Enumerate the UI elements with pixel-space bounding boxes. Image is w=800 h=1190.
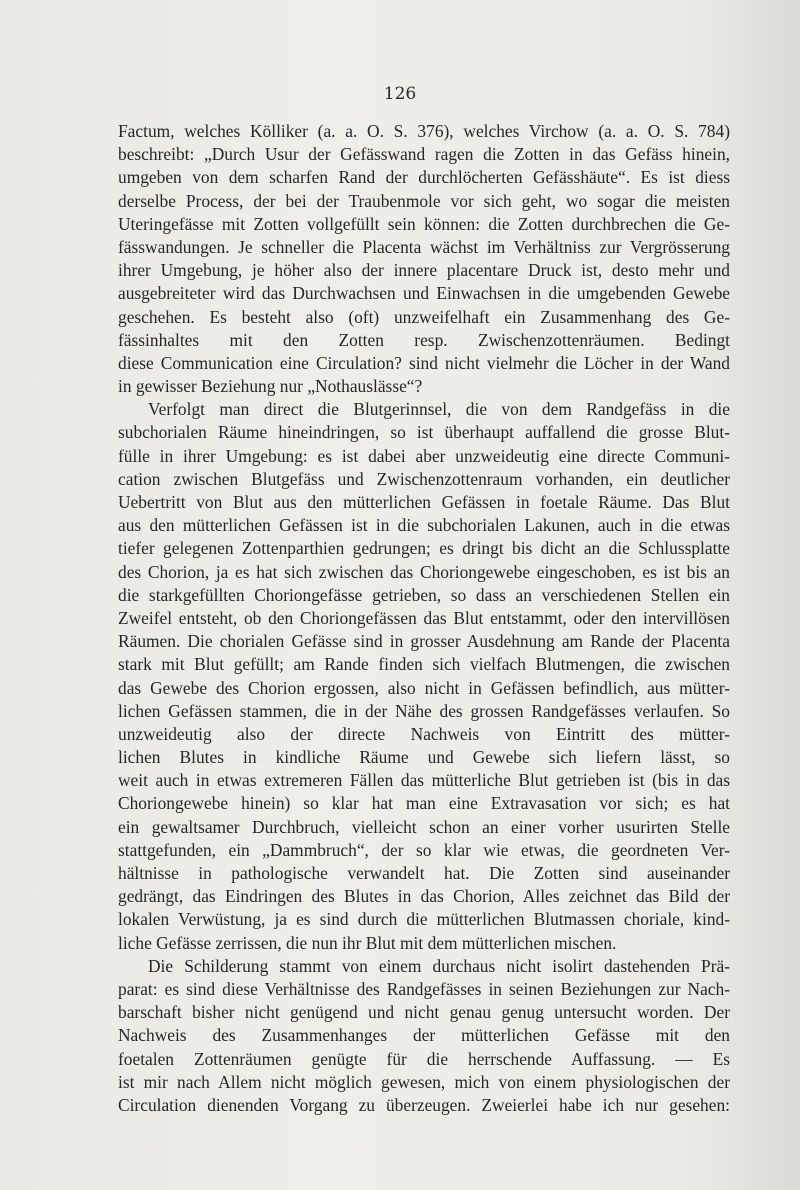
text-line: gedrängt, das Eindringen des Blutes in das Chorion, Alles zeichnet das Bild der <box>118 886 730 907</box>
text-line: barschaft bisher nicht genügend und nicht genau genug untersucht worden. Der <box>118 1002 730 1023</box>
text-line: unzweideutig also der directe Nachweis von Eintritt des mütter- <box>118 723 730 744</box>
text-line: Circulation dienenden Vorgang zu überzeugen. Zweierlei habe ich nur gesehen: <box>118 1094 730 1115</box>
text-line: diese Communication eine Circulation? sind nicht vielmehr die Löcher in der Wand <box>118 352 730 373</box>
text-line: Nachweis des Zusammenhanges der mütterlichen Gefässe mit den <box>118 1025 730 1046</box>
paragraph-start-line: Die Schilderung stammt von einem durchaus nicht isolirt dastehenden Prä- <box>148 955 730 976</box>
text-line: ihrer Umgebung, je höher also der innere placentare Druck ist, desto mehr und <box>118 260 730 281</box>
text-line: hältnisse in pathologische verwandelt hat. Die Zotten sind auseinander <box>118 863 730 883</box>
page-number: 126 <box>383 84 417 104</box>
text-line: Uteringefässe mit Zotten vollgefüllt sein können: die Zotten durchbrechen die Ge- <box>118 213 730 234</box>
text-line: umgeben von dem scharfen Rand der durchlöcherten Gefässhäute“. Es ist diess <box>118 167 730 188</box>
text-line: Räumen. Die chorialen Gefässe sind in grosser Ausdehnung am Rande der Placenta <box>118 631 730 652</box>
text-line: geschehen. Es besteht also (oft) unzweifelhaft ein Zusammenhang des Ge- <box>118 306 730 327</box>
text-line: Choriongewebe hinein) so klar hat man eine Extravasation vor sich; es hat <box>118 793 730 814</box>
text-line: Factum, welches Kölliker (a. a. O. S. 376), welches Virchow (a. a. O. S. 784) <box>118 121 730 141</box>
text-line: ausgebreiteter wird das Durchwachsen und Einwachsen in die umgebenden Gewebe <box>118 283 730 304</box>
text-line: aus den mütterlichen Gefässen ist in die subchorialen Lakunen, auch in die etwas <box>118 515 730 536</box>
text-line: derselbe Process, der bei der Traubenmole vor sich geht, wo sogar die meisten <box>118 190 730 211</box>
text-line: fässinhaltes mit den Zotten resp. Zwischenzottenräumen. Bedingt <box>118 329 730 350</box>
text-line: lichen Blutes in kindliche Räume und Gewebe sich liefern lässt, so <box>118 747 730 768</box>
text-line: stattgefunden, ein „Dammbruch“, der so klar wie etwas, die geordneten Ver- <box>118 839 730 860</box>
text-line: Uebertritt von Blut aus den mütterlichen Gefässen in foetale Räume. Das Blut <box>118 492 730 512</box>
body-text <box>118 120 730 1117</box>
text-line: cation zwischen Blutgefäss und Zwischenzottenraum vorhanden, ein deutlicher <box>118 468 730 489</box>
text-line: tiefer gelegenen Zottenparthien gedrungen; es dringt bis dicht an die Schlussplatte <box>118 538 730 559</box>
text-line: liche Gefässe zerrissen, die nun ihr Blut mit dem mütterlichen mischen. <box>118 932 617 953</box>
text-line: ist mir nach Allem nicht möglich gewesen, mich von einem physiologischen der <box>118 1071 730 1092</box>
text-line: in gewisser Beziehung nur „Nothauslässe“? <box>118 376 423 397</box>
text-line: fülle in ihrer Umgebung: es ist dabei aber unzweideutig eine directe Communi- <box>118 445 730 466</box>
text-line: lokalen Verwüstung, ja es sind durch die mütterlichen Blutmassen choriale, kind- <box>118 909 730 930</box>
text-line: stark mit Blut gefüllt; am Rande finden sich vielfach Blutmengen, die zwischen <box>118 654 730 675</box>
text-line: Zweifel entsteht, ob den Choriongefässen das Blut entstammt, oder den intervillösen <box>118 607 730 628</box>
text-line: weit auch in etwas extremeren Fällen das mütterliche Blut getrieben ist (bis in das <box>118 770 730 791</box>
text-line: das Gewebe des Chorion ergossen, also nicht in Gefässen befindlich, aus mütter- <box>118 677 730 698</box>
paragraph-start-line: Verfolgt man direct die Blutgerinnsel, die von dem Randgefäss in die <box>148 399 730 420</box>
text-line: lichen Gefässen stammen, die in der Nähe des grossen Randgefässes verlaufen. So <box>118 700 730 721</box>
text-line: die starkgefüllten Choriongefässe getrieben, so dass an verschiedenen Stellen ein <box>118 584 730 605</box>
text-line: parat: es sind diese Verhältnisse des Randgefässes in seinen Beziehungen zur Nach- <box>118 978 730 999</box>
text-line: fässwandungen. Je schneller die Placenta wächst im Verhältniss zur Vergrösserung <box>118 236 730 257</box>
text-line: des Chorion, ja es hat sich zwischen das Choriongewebe eingeschoben, es ist bis an <box>118 561 730 582</box>
text-line: beschreibt: „Durch Usur der Gefässwand ragen die Zotten in das Gefäss hinein, <box>118 144 730 165</box>
text-line: foetalen Zottenräumen genügte für die herrschende Auffassung. — Es <box>118 1048 730 1069</box>
text-line: ein gewaltsamer Durchbruch, vielleicht schon an einer vorher usurirten Stelle <box>118 816 730 837</box>
text-line: subchorialen Räume hineindringen, so ist überhaupt auffallend die grosse Blut- <box>118 422 730 443</box>
